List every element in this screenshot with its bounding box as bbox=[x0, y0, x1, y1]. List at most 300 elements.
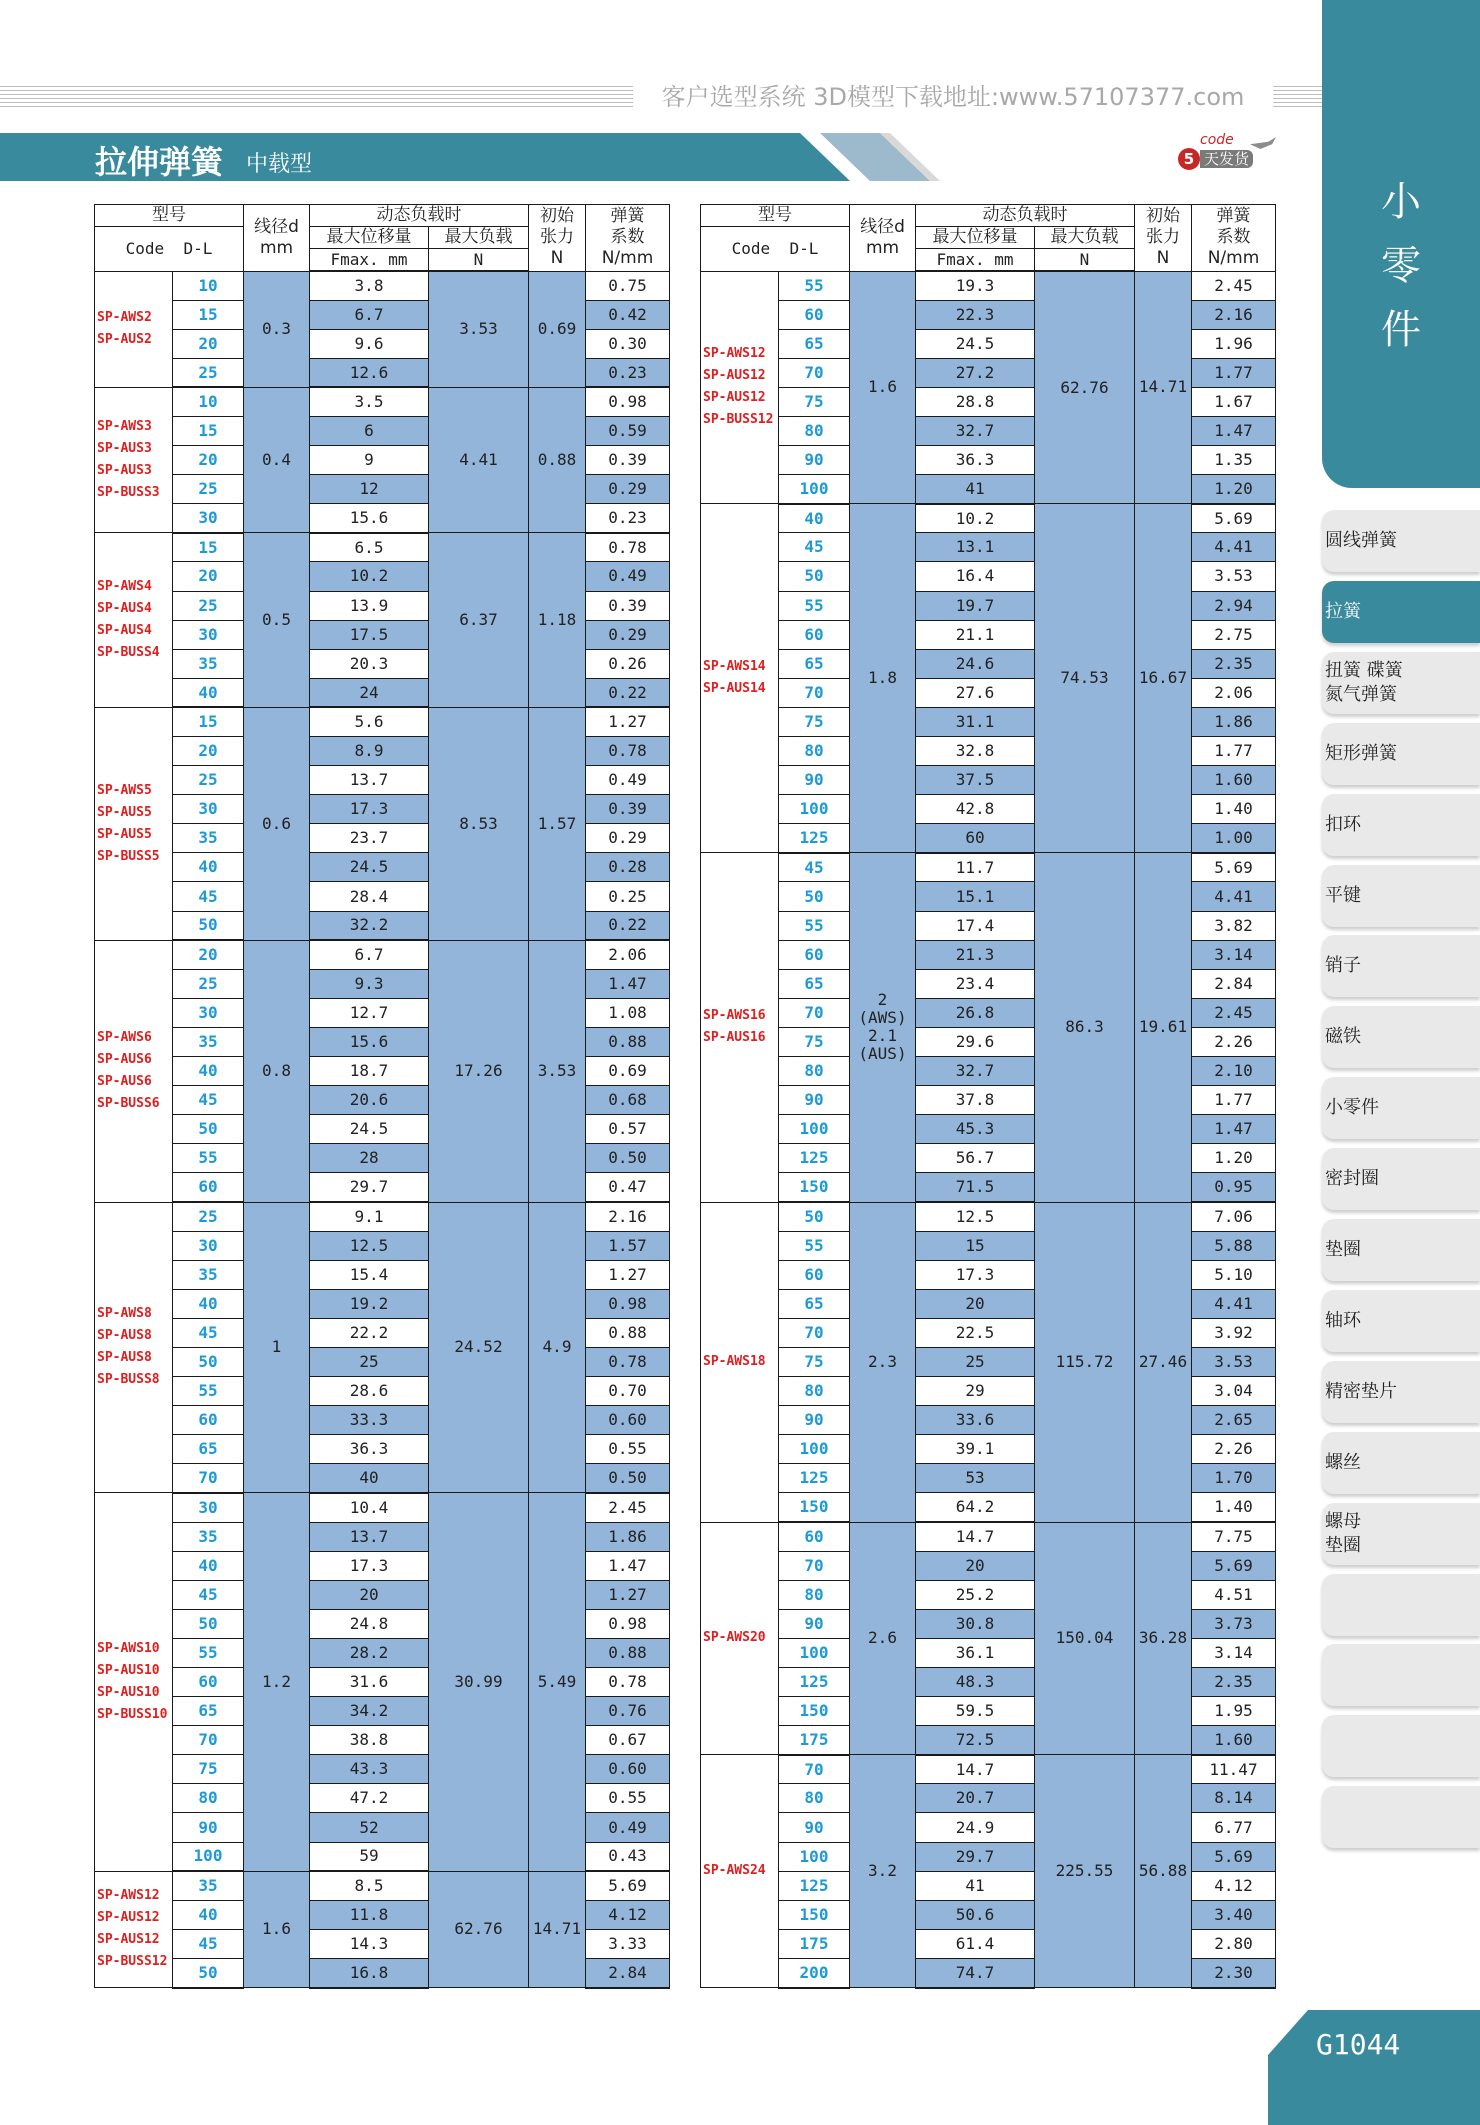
fmax-cell: 14.3 bbox=[310, 1929, 429, 1958]
fmax-cell: 12.5 bbox=[310, 1231, 429, 1260]
spring-rate-cell: 2.45 bbox=[1192, 998, 1276, 1027]
spec-table-body bbox=[95, 271, 670, 1988]
nav-item-12[interactable] bbox=[1322, 1290, 1480, 1352]
length-cell: 40 bbox=[173, 1057, 244, 1086]
fmax-cell: 64.2 bbox=[916, 1493, 1035, 1522]
fmax-cell: 23.7 bbox=[310, 824, 429, 853]
nav-item-9[interactable] bbox=[1322, 1077, 1480, 1139]
spring-rate-cell: 0.98 bbox=[586, 1609, 670, 1638]
length-cell: 10 bbox=[173, 271, 244, 300]
fmax-cell: 15.6 bbox=[310, 1027, 429, 1056]
length-cell: 175 bbox=[779, 1929, 850, 1958]
spring-rate-cell: 2.06 bbox=[1192, 678, 1276, 707]
fmax-cell: 38.8 bbox=[310, 1726, 429, 1755]
length-cell: 20 bbox=[173, 446, 244, 475]
nav-item-5[interactable] bbox=[1322, 794, 1480, 856]
wire-diameter-cell: 1.6 bbox=[244, 1871, 310, 1987]
length-cell: 30 bbox=[173, 1231, 244, 1260]
spring-rate-cell: 7.06 bbox=[1192, 1202, 1276, 1231]
length-cell: 100 bbox=[779, 1435, 850, 1464]
spring-rate-cell: 3.14 bbox=[1192, 1638, 1276, 1667]
spring-rate-cell: 4.12 bbox=[1192, 1871, 1276, 1900]
spring-rate-cell: 0.78 bbox=[586, 1668, 670, 1697]
fmax-cell: 10.2 bbox=[310, 562, 429, 591]
length-cell: 55 bbox=[779, 271, 850, 300]
spring-rate-cell: 1.35 bbox=[1192, 446, 1276, 475]
spec-table-left bbox=[94, 204, 670, 1989]
spring-rate-cell: 0.25 bbox=[586, 882, 670, 911]
nav-item-14[interactable] bbox=[1322, 1432, 1480, 1494]
length-cell: 30 bbox=[173, 795, 244, 824]
nav-item-8[interactable] bbox=[1322, 1006, 1480, 1068]
spring-rate-cell: 0.22 bbox=[586, 911, 670, 940]
spring-rate-cell: 0.50 bbox=[586, 1144, 670, 1173]
spring-rate-cell: 0.30 bbox=[586, 329, 670, 358]
fmax-cell: 13.7 bbox=[310, 766, 429, 795]
fmax-cell: 18.7 bbox=[310, 1057, 429, 1086]
spring-rate-cell: 0.78 bbox=[586, 533, 670, 562]
length-cell: 90 bbox=[779, 1813, 850, 1842]
length-cell: 60 bbox=[779, 1522, 850, 1551]
header-code-dl: Code D-L bbox=[701, 227, 850, 272]
fmax-cell: 41 bbox=[916, 1871, 1035, 1900]
length-cell: 30 bbox=[173, 620, 244, 649]
website-url: 客户选型系统 3D模型下载地址:www.57107377.com bbox=[633, 82, 1273, 112]
spec-table-right bbox=[700, 204, 1276, 1989]
length-cell: 90 bbox=[779, 766, 850, 795]
spring-rate-cell: 5.69 bbox=[586, 1871, 670, 1900]
spring-rate-cell: 0.60 bbox=[586, 1406, 670, 1435]
fmax-cell: 30.8 bbox=[916, 1609, 1035, 1638]
length-cell: 50 bbox=[173, 1958, 244, 1987]
spring-rate-cell: 1.67 bbox=[1192, 387, 1276, 416]
max-load-cell: 225.55 bbox=[1035, 1755, 1135, 1988]
nav-item-13[interactable] bbox=[1322, 1361, 1480, 1423]
header-stripes-left bbox=[0, 86, 640, 108]
table-row bbox=[701, 1522, 1276, 1551]
length-cell: 125 bbox=[779, 1668, 850, 1697]
length-cell: 125 bbox=[779, 1144, 850, 1173]
length-cell: 100 bbox=[173, 1842, 244, 1871]
fmax-cell: 59.5 bbox=[916, 1697, 1035, 1726]
fmax-cell: 10.2 bbox=[916, 504, 1035, 533]
nav-item-1[interactable] bbox=[1322, 510, 1480, 572]
spring-rate-cell: 2.45 bbox=[586, 1493, 670, 1522]
nav-item-15[interactable] bbox=[1322, 1503, 1480, 1565]
spring-rate-cell: 1.40 bbox=[1192, 1493, 1276, 1522]
table-row bbox=[95, 533, 670, 562]
length-cell: 20 bbox=[173, 737, 244, 766]
fmax-cell: 42.8 bbox=[916, 795, 1035, 824]
length-cell: 150 bbox=[779, 1697, 850, 1726]
spring-rate-cell: 0.28 bbox=[586, 853, 670, 882]
fmax-cell: 61.4 bbox=[916, 1929, 1035, 1958]
header-wire: 线径d mm bbox=[244, 205, 310, 272]
length-cell: 80 bbox=[779, 737, 850, 766]
fmax-cell: 27.2 bbox=[916, 358, 1035, 387]
nav-item-6[interactable] bbox=[1322, 865, 1480, 927]
fmax-cell: 22.3 bbox=[916, 300, 1035, 329]
length-cell: 45 bbox=[173, 1318, 244, 1347]
model-code-cell: SP-AWS14 SP-AUS14 bbox=[701, 504, 779, 853]
nav-item-17[interactable] bbox=[1322, 1644, 1480, 1706]
fmax-cell: 24.5 bbox=[916, 329, 1035, 358]
header-code-dl: Code D-L bbox=[95, 227, 244, 272]
wire-diameter-cell: 3.2 bbox=[850, 1755, 916, 1988]
fmax-cell: 20 bbox=[916, 1289, 1035, 1318]
wire-diameter-cell: 2.3 bbox=[850, 1202, 916, 1522]
initial-tension-cell: 19.61 bbox=[1135, 853, 1192, 1202]
max-load-cell: 74.53 bbox=[1035, 504, 1135, 853]
table-row bbox=[95, 271, 670, 300]
fmax-cell: 33.3 bbox=[310, 1406, 429, 1435]
fmax-cell: 14.7 bbox=[916, 1522, 1035, 1551]
fmax-cell: 28.4 bbox=[310, 882, 429, 911]
spring-rate-cell: 1.86 bbox=[586, 1522, 670, 1551]
fmax-cell: 36.3 bbox=[310, 1435, 429, 1464]
length-cell: 75 bbox=[173, 1755, 244, 1784]
length-cell: 70 bbox=[779, 1318, 850, 1347]
fmax-cell: 3.8 bbox=[310, 271, 429, 300]
length-cell: 75 bbox=[779, 387, 850, 416]
fmax-cell: 17.3 bbox=[310, 795, 429, 824]
max-load-cell: 86.3 bbox=[1035, 853, 1135, 1202]
spring-rate-cell: 8.14 bbox=[1192, 1784, 1276, 1813]
nav-item-7[interactable] bbox=[1322, 935, 1480, 997]
header-load-unit: N bbox=[429, 249, 529, 272]
fmax-cell: 25 bbox=[310, 1347, 429, 1376]
spring-rate-cell: 5.69 bbox=[1192, 504, 1276, 533]
length-cell: 150 bbox=[779, 1900, 850, 1929]
fmax-cell: 10.4 bbox=[310, 1493, 429, 1522]
length-cell: 80 bbox=[779, 1377, 850, 1406]
initial-tension-cell: 1.57 bbox=[529, 707, 586, 940]
length-cell: 65 bbox=[779, 1289, 850, 1318]
spring-rate-cell: 0.23 bbox=[586, 504, 670, 533]
spring-rate-cell: 3.92 bbox=[1192, 1318, 1276, 1347]
max-load-cell: 8.53 bbox=[429, 707, 529, 940]
spring-rate-cell: 0.68 bbox=[586, 1086, 670, 1115]
spring-rate-cell: 1.27 bbox=[586, 707, 670, 736]
fmax-cell: 21.1 bbox=[916, 620, 1035, 649]
model-code-cell: SP-AWS20 bbox=[701, 1522, 779, 1755]
length-cell: 90 bbox=[779, 1406, 850, 1435]
length-cell: 45 bbox=[779, 853, 850, 882]
fmax-cell: 32.7 bbox=[916, 416, 1035, 445]
spring-rate-cell: 1.47 bbox=[586, 1551, 670, 1580]
spring-rate-cell: 0.88 bbox=[586, 1318, 670, 1347]
fmax-cell: 12.7 bbox=[310, 998, 429, 1027]
nav-item-3[interactable] bbox=[1322, 652, 1480, 714]
header-dynamic-load: 动态负载时 bbox=[916, 205, 1135, 227]
fmax-cell: 27.6 bbox=[916, 678, 1035, 707]
length-cell: 30 bbox=[173, 998, 244, 1027]
length-cell: 100 bbox=[779, 795, 850, 824]
model-code-cell: SP-AWS16 SP-AUS16 bbox=[701, 853, 779, 1202]
length-cell: 50 bbox=[173, 1115, 244, 1144]
nav-item-11[interactable] bbox=[1322, 1219, 1480, 1281]
length-cell: 80 bbox=[779, 1057, 850, 1086]
spring-rate-cell: 3.53 bbox=[1192, 562, 1276, 591]
spring-rate-cell: 2.94 bbox=[1192, 591, 1276, 620]
spring-rate-cell: 0.39 bbox=[586, 446, 670, 475]
nav-item-2[interactable] bbox=[1322, 581, 1480, 643]
length-cell: 10 bbox=[173, 387, 244, 416]
header-fmax-unit: Fmax. mm bbox=[916, 249, 1035, 272]
fmax-cell: 16.8 bbox=[310, 1958, 429, 1987]
spring-rate-cell: 4.41 bbox=[1192, 533, 1276, 562]
spring-rate-cell: 2.35 bbox=[1192, 1668, 1276, 1697]
length-cell: 25 bbox=[173, 766, 244, 795]
fmax-cell: 36.3 bbox=[916, 446, 1035, 475]
spring-rate-cell: 2.26 bbox=[1192, 1027, 1276, 1056]
fmax-cell: 71.5 bbox=[916, 1173, 1035, 1202]
nav-item-10[interactable] bbox=[1322, 1148, 1480, 1210]
wire-diameter-cell: 2.6 bbox=[850, 1522, 916, 1755]
fmax-cell: 8.9 bbox=[310, 737, 429, 766]
spring-rate-cell: 0.78 bbox=[586, 737, 670, 766]
spring-rate-cell: 1.60 bbox=[1192, 766, 1276, 795]
header-fmax: 最大位移量 bbox=[310, 227, 429, 249]
spring-rate-cell: 0.49 bbox=[586, 1813, 670, 1842]
spring-rate-cell: 1.77 bbox=[1192, 358, 1276, 387]
fmax-cell: 21.3 bbox=[916, 940, 1035, 969]
spring-rate-cell: 0.39 bbox=[586, 795, 670, 824]
fmax-cell: 31.6 bbox=[310, 1668, 429, 1697]
spring-rate-cell: 0.55 bbox=[586, 1784, 670, 1813]
spring-rate-cell: 3.33 bbox=[586, 1929, 670, 1958]
fmax-cell: 24 bbox=[310, 678, 429, 707]
header-initial-tension: 初始 张力 N bbox=[1135, 205, 1192, 272]
spring-rate-cell: 6.77 bbox=[1192, 1813, 1276, 1842]
length-cell: 150 bbox=[779, 1173, 850, 1202]
length-cell: 80 bbox=[779, 1580, 850, 1609]
length-cell: 35 bbox=[173, 1871, 244, 1900]
spring-rate-cell: 0.59 bbox=[586, 416, 670, 445]
nav-item-label: 轴环 bbox=[1325, 1309, 1361, 1331]
fmax-cell: 22.2 bbox=[310, 1318, 429, 1347]
length-cell: 55 bbox=[779, 1231, 850, 1260]
spring-rate-cell: 0.78 bbox=[586, 1347, 670, 1376]
max-load-cell: 6.37 bbox=[429, 533, 529, 708]
fmax-cell: 20 bbox=[916, 1551, 1035, 1580]
fmax-cell: 48.3 bbox=[916, 1668, 1035, 1697]
spring-rate-cell: 5.69 bbox=[1192, 853, 1276, 882]
fmax-cell: 24.5 bbox=[310, 853, 429, 882]
initial-tension-cell: 5.49 bbox=[529, 1493, 586, 1871]
fmax-cell: 13.9 bbox=[310, 591, 429, 620]
spring-rate-cell: 2.84 bbox=[586, 1958, 670, 1987]
length-cell: 150 bbox=[779, 1493, 850, 1522]
length-cell: 35 bbox=[173, 1260, 244, 1289]
length-cell: 55 bbox=[173, 1144, 244, 1173]
spring-rate-cell: 2.75 bbox=[1192, 620, 1276, 649]
fmax-cell: 9.6 bbox=[310, 329, 429, 358]
spring-rate-cell: 5.69 bbox=[1192, 1842, 1276, 1871]
table-row bbox=[95, 387, 670, 416]
spring-rate-cell: 1.70 bbox=[1192, 1464, 1276, 1493]
initial-tension-cell: 16.67 bbox=[1135, 504, 1192, 853]
length-cell: 35 bbox=[173, 649, 244, 678]
spring-rate-cell: 7.75 bbox=[1192, 1522, 1276, 1551]
length-cell: 25 bbox=[173, 969, 244, 998]
fmax-cell: 43.3 bbox=[310, 1755, 429, 1784]
wire-diameter-cell: 1.6 bbox=[850, 271, 916, 504]
length-cell: 20 bbox=[173, 940, 244, 969]
model-code-cell: SP-AWS4 SP-AUS4 SP-AUS4 SP-BUSS4 bbox=[95, 533, 173, 708]
fmax-cell: 24.6 bbox=[916, 649, 1035, 678]
initial-tension-cell: 3.53 bbox=[529, 940, 586, 1202]
spring-rate-cell: 0.76 bbox=[586, 1697, 670, 1726]
initial-tension-cell: 1.18 bbox=[529, 533, 586, 708]
nav-item-label: 垫圈 bbox=[1325, 1239, 1361, 1260]
fmax-cell: 15 bbox=[916, 1231, 1035, 1260]
table-row bbox=[95, 1202, 670, 1231]
logo-code-text: code bbox=[1200, 132, 1234, 148]
max-load-cell: 4.41 bbox=[429, 387, 529, 532]
nav-item-label: 小零件 bbox=[1325, 1097, 1379, 1119]
fmax-cell: 53 bbox=[916, 1464, 1035, 1493]
spring-rate-cell: 5.10 bbox=[1192, 1260, 1276, 1289]
fmax-cell: 16.4 bbox=[916, 562, 1035, 591]
max-load-cell: 150.04 bbox=[1035, 1522, 1135, 1755]
spring-rate-cell: 3.40 bbox=[1192, 1900, 1276, 1929]
length-cell: 50 bbox=[173, 1347, 244, 1376]
length-cell: 90 bbox=[779, 1609, 850, 1638]
nav-item-label: 螺母 垫圈 bbox=[1325, 1510, 1361, 1556]
spring-rate-cell: 0.95 bbox=[1192, 1173, 1276, 1202]
header-max-load: 最大负载 bbox=[1035, 227, 1135, 249]
spring-rate-cell: 1.95 bbox=[1192, 1697, 1276, 1726]
length-cell: 30 bbox=[173, 1493, 244, 1522]
fmax-cell: 29.7 bbox=[916, 1842, 1035, 1871]
initial-tension-cell: 14.71 bbox=[1135, 271, 1192, 504]
table-row bbox=[701, 1755, 1276, 1784]
nav-item-16[interactable] bbox=[1322, 1574, 1480, 1636]
max-load-cell: 24.52 bbox=[429, 1202, 529, 1493]
fmax-cell: 20.6 bbox=[310, 1086, 429, 1115]
fmax-cell: 50.6 bbox=[916, 1900, 1035, 1929]
fmax-cell: 56.7 bbox=[916, 1144, 1035, 1173]
fmax-cell: 24.8 bbox=[310, 1609, 429, 1638]
spring-rate-cell: 2.06 bbox=[586, 940, 670, 969]
spring-rate-cell: 0.22 bbox=[586, 678, 670, 707]
nav-item-4[interactable] bbox=[1322, 723, 1480, 785]
spring-rate-cell: 2.65 bbox=[1192, 1406, 1276, 1435]
initial-tension-cell: 36.28 bbox=[1135, 1522, 1192, 1755]
fmax-cell: 52 bbox=[310, 1813, 429, 1842]
length-cell: 35 bbox=[173, 824, 244, 853]
spring-rate-cell: 3.53 bbox=[1192, 1347, 1276, 1376]
length-cell: 35 bbox=[173, 1027, 244, 1056]
table-row bbox=[701, 504, 1276, 533]
nav-item-label: 圆线弹簧 bbox=[1325, 530, 1397, 551]
spring-rate-cell: 0.69 bbox=[586, 1057, 670, 1086]
header-dynamic-load: 动态负载时 bbox=[310, 205, 529, 227]
spring-rate-cell: 0.88 bbox=[586, 1027, 670, 1056]
spring-rate-cell: 1.40 bbox=[1192, 795, 1276, 824]
spring-rate-cell: 0.55 bbox=[586, 1435, 670, 1464]
max-load-cell: 115.72 bbox=[1035, 1202, 1135, 1522]
spring-rate-cell: 1.20 bbox=[1192, 475, 1276, 504]
spring-rate-cell: 2.35 bbox=[1192, 649, 1276, 678]
fmax-cell: 34.2 bbox=[310, 1697, 429, 1726]
spring-rate-cell: 0.29 bbox=[586, 475, 670, 504]
length-cell: 125 bbox=[779, 1464, 850, 1493]
spring-rate-cell: 0.49 bbox=[586, 562, 670, 591]
spring-rate-cell: 0.70 bbox=[586, 1377, 670, 1406]
length-cell: 70 bbox=[173, 1726, 244, 1755]
length-cell: 45 bbox=[779, 533, 850, 562]
header-initial-tension: 初始 张力 N bbox=[529, 205, 586, 272]
nav-item-18[interactable] bbox=[1322, 1715, 1480, 1777]
header-fmax: 最大位移量 bbox=[916, 227, 1035, 249]
spring-rate-cell: 1.47 bbox=[1192, 1115, 1276, 1144]
length-cell: 30 bbox=[173, 504, 244, 533]
length-cell: 60 bbox=[779, 940, 850, 969]
airplane-icon bbox=[1250, 137, 1276, 149]
model-code-cell: SP-AWS5 SP-AUS5 SP-AUS5 SP-BUSS5 bbox=[95, 707, 173, 940]
length-cell: 90 bbox=[779, 446, 850, 475]
fmax-cell: 29 bbox=[916, 1377, 1035, 1406]
fmax-cell: 74.7 bbox=[916, 1958, 1035, 1987]
fmax-cell: 29.7 bbox=[310, 1173, 429, 1202]
spring-rate-cell: 0.49 bbox=[586, 766, 670, 795]
fmax-cell: 32.2 bbox=[310, 911, 429, 940]
nav-item-label: 平键 bbox=[1325, 884, 1361, 906]
length-cell: 40 bbox=[173, 678, 244, 707]
initial-tension-cell: 27.46 bbox=[1135, 1202, 1192, 1522]
header-stripes-right bbox=[1268, 86, 1322, 108]
spring-rate-cell: 0.29 bbox=[586, 824, 670, 853]
length-cell: 60 bbox=[173, 1406, 244, 1435]
fmax-cell: 72.5 bbox=[916, 1726, 1035, 1755]
length-cell: 50 bbox=[779, 562, 850, 591]
length-cell: 90 bbox=[173, 1813, 244, 1842]
length-cell: 65 bbox=[779, 969, 850, 998]
header-model: 型号 bbox=[701, 205, 850, 227]
nav-item-19[interactable] bbox=[1322, 1786, 1480, 1848]
length-cell: 70 bbox=[173, 1464, 244, 1493]
length-cell: 40 bbox=[173, 1900, 244, 1929]
fmax-cell: 13.1 bbox=[916, 533, 1035, 562]
length-cell: 70 bbox=[779, 1755, 850, 1784]
fmax-cell: 15.4 bbox=[310, 1260, 429, 1289]
fmax-cell: 5.6 bbox=[310, 707, 429, 736]
length-cell: 50 bbox=[779, 1202, 850, 1231]
fmax-cell: 39.1 bbox=[916, 1435, 1035, 1464]
fmax-cell: 22.5 bbox=[916, 1318, 1035, 1347]
length-cell: 200 bbox=[779, 1958, 850, 1987]
spring-rate-cell: 0.98 bbox=[586, 387, 670, 416]
spring-rate-cell: 0.43 bbox=[586, 1842, 670, 1871]
fmax-cell: 19.7 bbox=[916, 591, 1035, 620]
model-code-cell: SP-AWS12 SP-AUS12 SP-AUS12 SP-BUSS12 bbox=[95, 1871, 173, 1987]
header-load-unit: N bbox=[1035, 249, 1135, 272]
fmax-cell: 32.8 bbox=[916, 737, 1035, 766]
initial-tension-cell: 14.71 bbox=[529, 1871, 586, 1987]
table-row bbox=[701, 271, 1276, 300]
spring-rate-cell: 0.42 bbox=[586, 300, 670, 329]
length-cell: 70 bbox=[779, 358, 850, 387]
length-cell: 75 bbox=[779, 707, 850, 736]
fmax-cell: 59 bbox=[310, 1842, 429, 1871]
fmax-cell: 25.2 bbox=[916, 1580, 1035, 1609]
max-load-cell: 62.76 bbox=[1035, 271, 1135, 504]
length-cell: 15 bbox=[173, 707, 244, 736]
length-cell: 100 bbox=[779, 1842, 850, 1871]
length-cell: 125 bbox=[779, 1871, 850, 1900]
